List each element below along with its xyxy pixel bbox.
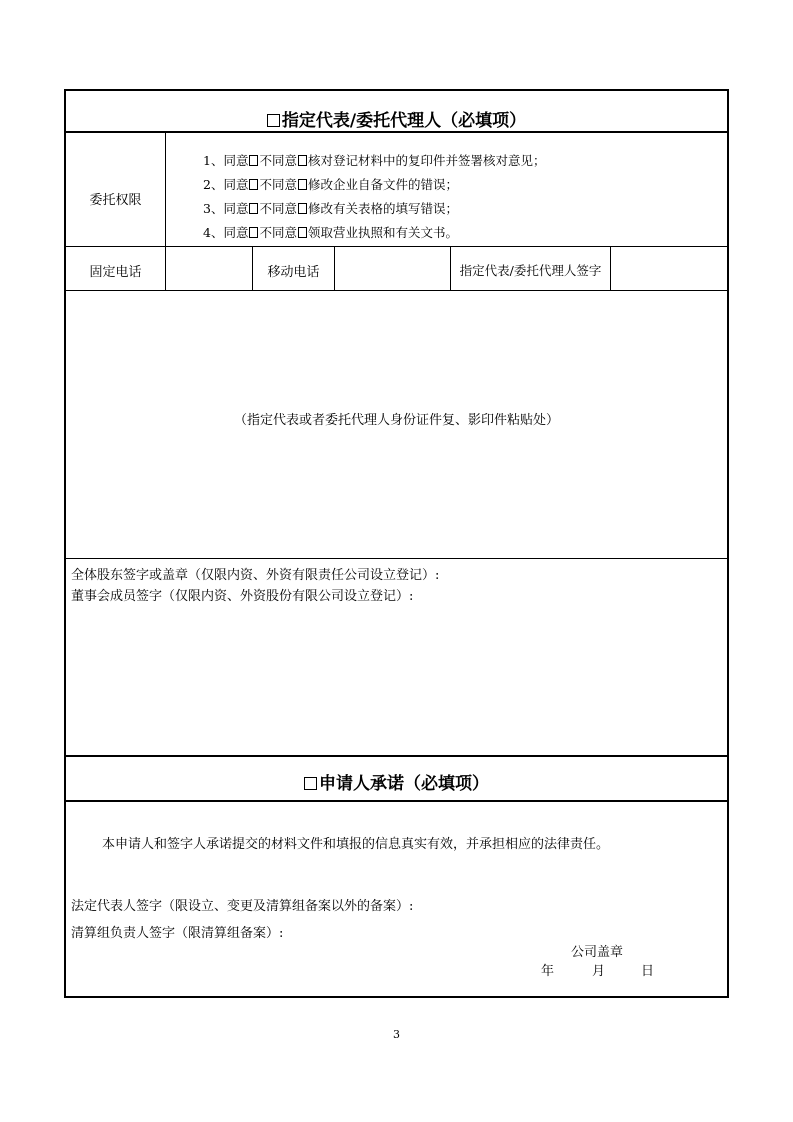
date-year: 年 (541, 964, 555, 979)
authority-item-4: 4、同意 不同意 领取营业执照和有关文书。 (203, 225, 458, 240)
authority-item-3: 3、同意 不同意 修改有关表格的填写错误； (203, 201, 458, 216)
disagree-checkbox-4[interactable] (298, 227, 307, 238)
board-signature-label: 董事会成员签字（仅限内资、外资股份有限公司设立登记）: (71, 589, 414, 604)
designated-representative-title (66, 106, 727, 131)
agree-checkbox-2[interactable] (249, 179, 258, 190)
divider (66, 558, 727, 559)
signature-label: 指定代表/委托代理人签字 (459, 263, 602, 278)
divider (165, 132, 166, 290)
date-month: 月 (592, 964, 606, 979)
authority-label: 委托权限 (89, 193, 142, 208)
registration-form (64, 89, 729, 998)
divider (610, 247, 611, 290)
fixed-phone-label: 固定电话 (89, 265, 142, 280)
divider (334, 247, 335, 290)
divider (66, 290, 727, 291)
disagree-checkbox-1[interactable] (298, 155, 307, 166)
legal-rep-signature-label: 法定代表人签字（限设立、变更及清算组备案以外的备案）: (71, 899, 414, 914)
agree-checkbox-4[interactable] (249, 227, 258, 238)
id-copy-placeholder: （指定代表或者委托代理人身份证件复、影印件粘贴处） (233, 413, 559, 428)
authority-list (203, 149, 546, 245)
disagree-checkbox-2[interactable] (298, 179, 307, 190)
disagree-checkbox-3[interactable] (298, 203, 307, 214)
designated-representative-checkbox[interactable] (267, 114, 280, 127)
page-number: 3 (393, 1028, 400, 1041)
divider (66, 246, 727, 247)
mobile-phone-label: 移动电话 (267, 265, 320, 280)
shareholders-signature-label: 全体股东签字或盖章（仅限内资、外资有限责任公司设立登记）: (71, 568, 440, 583)
authority-item-1: 1、同意 不同意 核对登记材料中的复印件并签署核对意见； (203, 153, 546, 168)
commitment-statement: 本申请人和签字人承诺提交的材料文件和填报的信息真实有效，并承担相应的法律责任。 (102, 837, 610, 852)
date-day: 日 (641, 964, 655, 979)
authority-item-2: 2、同意 不同意 修改企业自备文件的错误； (203, 177, 458, 192)
company-seal-label: 公司盖章 (571, 945, 624, 960)
agree-checkbox-1[interactable] (249, 155, 258, 166)
applicant-commitment-title-text: 申请人承诺（必填项） (319, 774, 489, 794)
liquidation-signature-label: 清算组负责人签字（限清算组备案）: (71, 926, 284, 941)
divider (66, 755, 727, 757)
designated-representative-title-text: 指定代表/委托代理人（必填项） (281, 111, 527, 131)
agree-checkbox-3[interactable] (249, 203, 258, 214)
divider (66, 800, 727, 802)
applicant-commitment-title (66, 769, 727, 794)
applicant-commitment-checkbox[interactable] (304, 777, 317, 790)
